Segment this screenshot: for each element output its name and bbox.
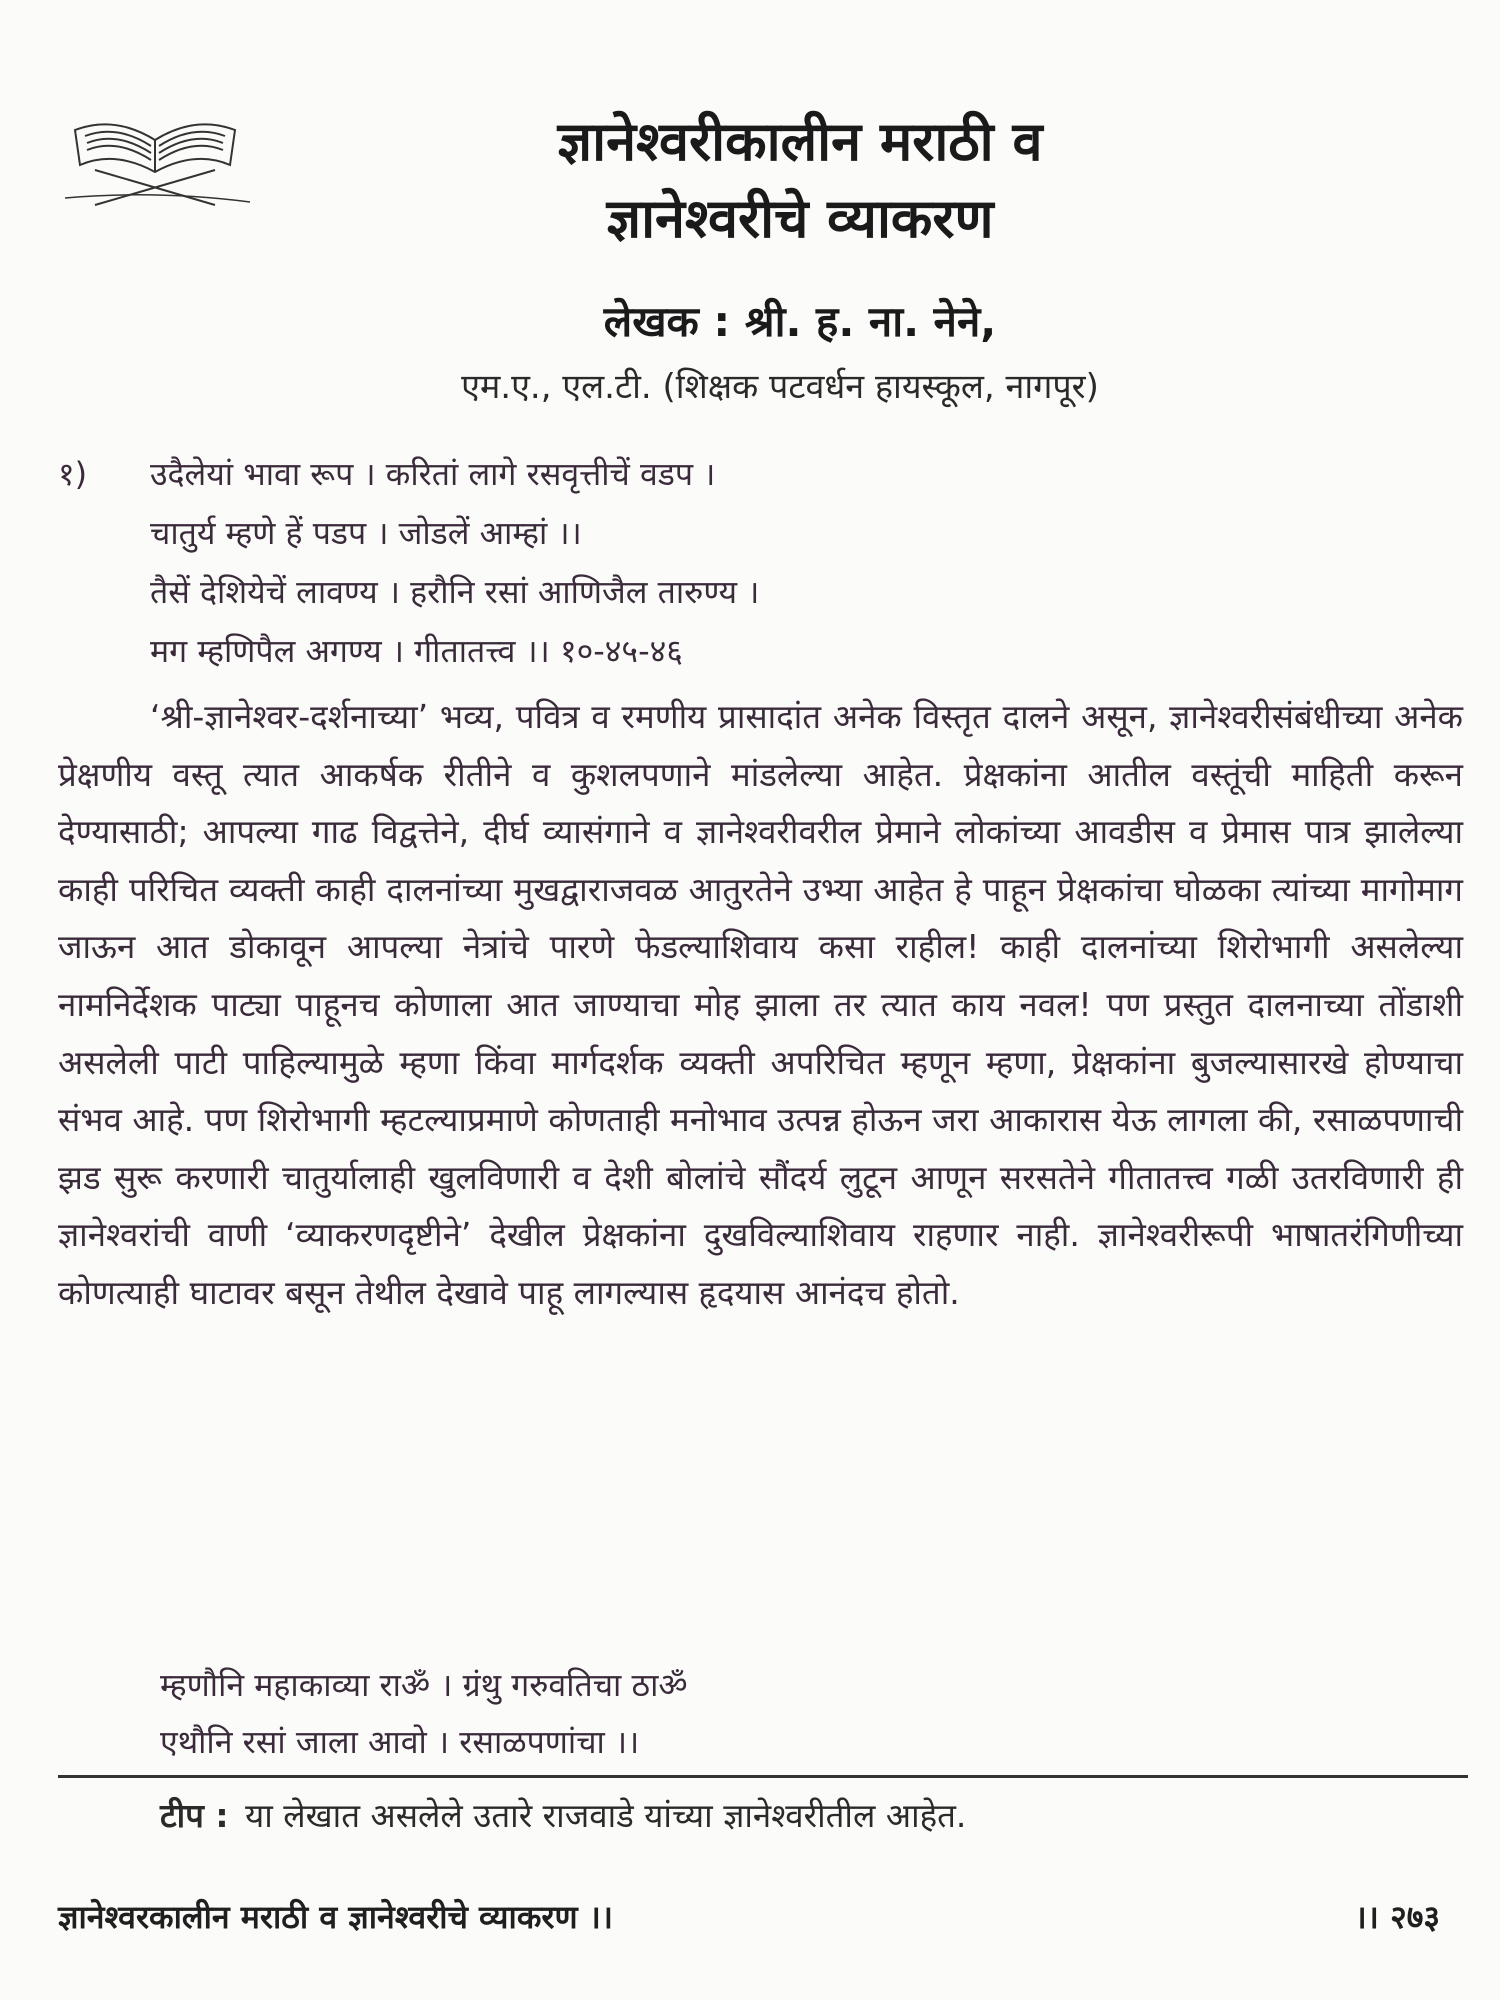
title-line-1: ज्ञानेश्वरीकालीन मराठी व <box>557 110 1043 173</box>
open-book-icon <box>55 110 255 215</box>
footnote-text: या लेखात असलेले उतारे राजवाडे यांच्या ज्ञानेश्वरीतील आहेत. <box>245 1796 967 1835</box>
verse-line: मग म्हणिपैल अगण्य । गीतातत्त्व ।। १०-४५-४६ <box>150 632 683 670</box>
author-credentials: एम.ए., एल.टी. (शिक्षक पटवर्धन हायस्कूल, नागपूर) <box>461 367 1099 407</box>
author-line: लेखक : श्री. ह. ना. नेने, <box>603 297 997 346</box>
verse-line: उदैलेयां भावा रूप । करितां लागे रसवृत्तीचें वडप । <box>150 455 716 493</box>
verse-line: तैसें देशियेचें लावण्य । हरौनि रसां आणिजैल तारुण्य । <box>150 573 760 611</box>
closing-verse-line: एथौनि रसां जाला आवो । रसाळपणांचा ।। <box>160 1723 640 1761</box>
footnote <box>160 1792 966 1837</box>
body-paragraph: ‘श्री-ज्ञानेश्वर-दर्शनाच्या’ भव्य, पवित्र व रमणीय प्रासादांत अनेक विस्तृत दालने असून, ज्ञानेश्वरीसंबंधीच्या अनेक प्रेक्षणीय वस्तू त्यात आकर्षक रीतीने व कुशलपणाने मांडलेल्या आहेत. प्रेक्षकांना आतील वस्तूंची माहिती करून देण्यासाठी; आपल्या गाढ विद्वत्तेने, दीर्घ व्यासंगाने व ज्ञानेश्वरीवरील प्रेमाने लोकांच्या आवडीस व प्रेमास पात्र झालेल्या काही परिचित व्यक्ती काही दालनांच्या मुखद्वाराजवळ आतुरतेने उभ्या आहेत हे पाहून प्रेक्षकांचा घोळका त्यांच्या मागोमाग जाऊन आत डोकावून आपल्या नेत्रांचे पारणे फेडल्याशिवाय कसा राहील! काही दालनांच्या शिरोभागी असलेल्या नामनिर्देशक पाट्या पाहूनच कोणाला आत जाण्याचा मोह झाला तर त्यात काय नवल! पण प्रस्तुत दालनाच्या तोंडाशी असलेली पाटी पाहिल्यामुळे म्हणा किंवा मार्गदर्शक व्यक्ती अपरिचित म्हणून म्हणा, प्रेक्षकांना बुजल्यासारखे होण्याचा संभव आहे. पण शिरोभागी म्हटल्याप्रमाणे कोणताही मनोभाव उत्पन्न होऊन जरा आकारास येऊ लागला की, रसाळपणाची झड सुरू करणारी चातुर्यालाही खुलविणारी व देशी बोलांचे सौंदर्य लुटून आणून सरसतेने गीतातत्त्व गळी उतरविणारी ही ज्ञानेश्वरांची वाणी ‘व्याकरणदृष्टीने’ देखील प्रेक्षकांना दुखविल्याशिवाय राहणार नाही. ज्ञानेश्वरीरूपी भाषातरंगिणीच्या कोणत्याही घाटावर बसून तेथील देखावे पाहू लागल्यास हृदयास आनंदच होतो. <box>58 697 1463 1312</box>
title-line-2: ज्ञानेश्वरीचे व्याकरण <box>606 187 994 250</box>
verse-number: १) <box>58 455 88 493</box>
closing-verse-line: म्हणौनि महाकाव्या राॐ । ग्रंथु गरुवतिचा ठाॐ <box>160 1666 688 1704</box>
page-number: ।। २७३ <box>1354 1898 1440 1936</box>
divider-rule <box>58 1775 1468 1778</box>
running-footer-title: ज्ञानेश्वरकालीन मराठी व ज्ञानेश्वरीचे व्याकरण ।। <box>58 1898 614 1936</box>
footnote-label: टीप : <box>160 1796 229 1835</box>
verse-line: चातुर्य म्हणे हें पडप । जोडलें आम्हां ।। <box>150 514 582 552</box>
